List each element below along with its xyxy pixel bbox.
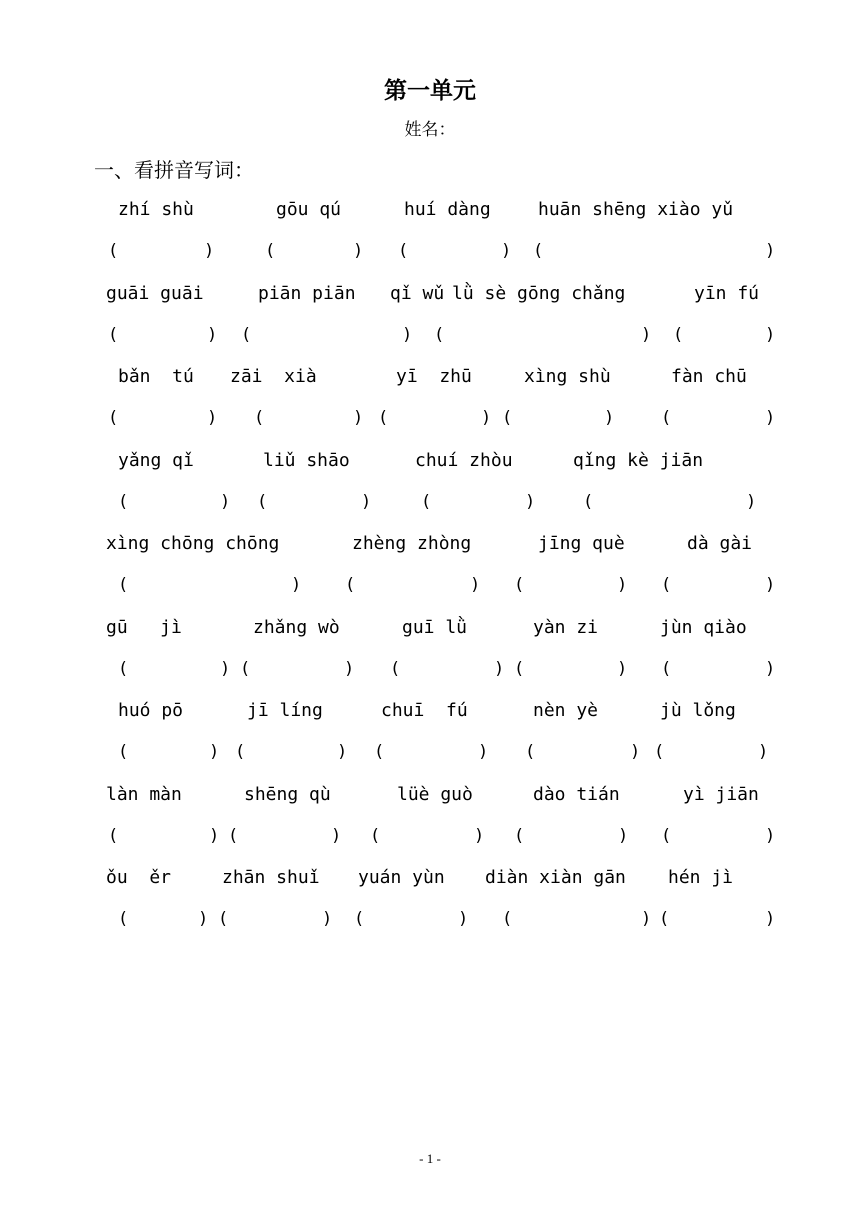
open-bracket: (: [583, 492, 594, 512]
answer-blank[interactable]: [526, 571, 615, 597]
close-bracket: ): [458, 909, 469, 929]
answer-blank[interactable]: [252, 655, 342, 681]
close-bracket: ): [361, 492, 372, 512]
answer-blank[interactable]: [526, 655, 615, 681]
close-bracket: ): [353, 408, 364, 428]
open-bracket: (: [661, 575, 672, 595]
answer-blank[interactable]: [357, 571, 468, 597]
pinyin-word: piān piān: [258, 283, 356, 304]
open-bracket: (: [265, 241, 276, 261]
answer-row: [0, 738, 860, 766]
pinyin-word: hén jì: [668, 867, 734, 888]
answer-blank[interactable]: [673, 571, 763, 597]
answer-blank[interactable]: [120, 404, 205, 430]
pinyin-word: huān shēng xiào yǔ: [538, 199, 734, 220]
open-bracket: (: [659, 909, 670, 929]
answer-blank[interactable]: [266, 404, 351, 430]
close-bracket: ): [209, 826, 220, 846]
close-bracket: ): [617, 659, 628, 679]
section-heading: 一、看拼音写词：: [94, 158, 254, 182]
close-bracket: ): [630, 742, 641, 762]
open-bracket: (: [108, 826, 119, 846]
answer-blank[interactable]: [410, 237, 499, 263]
open-bracket: (: [118, 492, 129, 512]
pinyin-row: [0, 781, 860, 809]
answer-blank[interactable]: [130, 905, 196, 931]
close-bracket: ): [501, 241, 512, 261]
close-bracket: ): [220, 659, 231, 679]
open-bracket: (: [661, 659, 672, 679]
pinyin-word: nèn yè: [533, 700, 599, 721]
answer-blank[interactable]: [120, 822, 207, 848]
answer-blank[interactable]: [269, 488, 359, 514]
open-bracket: (: [533, 241, 544, 261]
answer-blank[interactable]: [526, 822, 616, 848]
pinyin-word: làn màn: [106, 784, 182, 805]
answer-blank[interactable]: [247, 738, 335, 764]
close-bracket: ): [337, 742, 348, 762]
close-bracket: ): [641, 909, 652, 929]
answer-blank[interactable]: [382, 822, 472, 848]
open-bracket: (: [118, 659, 129, 679]
answer-blank[interactable]: [537, 738, 628, 764]
open-bracket: (: [525, 742, 536, 762]
open-bracket: (: [235, 742, 246, 762]
answer-row: [0, 905, 860, 933]
open-bracket: (: [118, 742, 129, 762]
close-bracket: ): [758, 742, 769, 762]
open-bracket: (: [514, 826, 525, 846]
pinyin-word: guāi guāi: [106, 283, 204, 304]
answer-blank[interactable]: [446, 321, 639, 347]
answer-blank[interactable]: [386, 738, 476, 764]
open-bracket: (: [434, 325, 445, 345]
answer-blank[interactable]: [433, 488, 523, 514]
close-bracket: ): [746, 492, 757, 512]
pinyin-row: [0, 447, 860, 475]
answer-blank[interactable]: [666, 738, 756, 764]
pinyin-row: [0, 697, 860, 725]
open-bracket: (: [673, 325, 684, 345]
open-bracket: (: [374, 742, 385, 762]
open-bracket: (: [118, 909, 129, 929]
close-bracket: ): [765, 575, 776, 595]
open-bracket: (: [108, 241, 119, 261]
pinyin-word: jīng què: [538, 533, 625, 554]
open-bracket: (: [228, 826, 239, 846]
pinyin-word: shēng qù: [244, 784, 331, 805]
pinyin-word: lǜ sè gōng chǎng: [452, 283, 626, 304]
answer-blank[interactable]: [595, 488, 744, 514]
close-bracket: ): [470, 575, 481, 595]
pinyin-word: yīn fú: [694, 283, 760, 304]
answer-row: [0, 655, 860, 683]
pinyin-word: xìng shù: [524, 366, 611, 387]
open-bracket: (: [421, 492, 432, 512]
open-bracket: (: [661, 408, 672, 428]
answer-blank[interactable]: [390, 404, 479, 430]
close-bracket: ): [765, 325, 776, 345]
open-bracket: (: [661, 826, 672, 846]
answer-blank[interactable]: [673, 655, 763, 681]
close-bracket: ): [617, 575, 628, 595]
answer-blank[interactable]: [130, 488, 218, 514]
pinyin-word: dào tián: [533, 784, 620, 805]
close-bracket: ): [204, 241, 215, 261]
close-bracket: ): [322, 909, 333, 929]
name-label: 姓名：: [404, 120, 456, 140]
open-bracket: (: [378, 408, 389, 428]
answer-blank[interactable]: [673, 822, 763, 848]
close-bracket: ): [209, 742, 220, 762]
answer-blank[interactable]: [120, 237, 202, 263]
answer-row: [0, 571, 860, 599]
close-bracket: ): [474, 826, 485, 846]
open-bracket: (: [390, 659, 401, 679]
close-bracket: ): [765, 241, 776, 261]
pinyin-word: gōu qú: [276, 199, 342, 220]
pinyin-word: chuī fú: [381, 700, 468, 721]
open-bracket: (: [118, 575, 129, 595]
answer-blank[interactable]: [277, 237, 351, 263]
answer-blank[interactable]: [130, 655, 218, 681]
pinyin-word: gū jì: [106, 617, 182, 638]
pinyin-word: guī lǜ: [402, 617, 468, 638]
pinyin-row: [0, 363, 860, 391]
page-title: 第一单元: [384, 77, 476, 104]
pinyin-word: lüè guò: [397, 784, 473, 805]
close-bracket: ): [641, 325, 652, 345]
answer-blank[interactable]: [120, 321, 205, 347]
open-bracket: (: [108, 408, 119, 428]
pinyin-word: yàn zi: [533, 617, 599, 638]
answer-blank[interactable]: [671, 905, 763, 931]
close-bracket: ): [604, 408, 615, 428]
close-bracket: ): [207, 408, 218, 428]
pinyin-word: yuán yùn: [358, 867, 445, 888]
pinyin-word: zhǎng wò: [253, 617, 340, 638]
close-bracket: ): [331, 826, 342, 846]
pinyin-word: huó pō: [118, 700, 184, 721]
answer-blank[interactable]: [514, 404, 602, 430]
answer-row: [0, 488, 860, 516]
open-bracket: (: [218, 909, 229, 929]
open-bracket: (: [370, 826, 381, 846]
open-bracket: (: [502, 909, 513, 929]
close-bracket: ): [344, 659, 355, 679]
pinyin-word: dà gài: [687, 533, 753, 554]
close-bracket: ): [291, 575, 302, 595]
answer-blank[interactable]: [253, 321, 400, 347]
answer-blank[interactable]: [130, 571, 289, 597]
pinyin-word: jùn qiào: [660, 617, 747, 638]
close-bracket: ): [765, 659, 776, 679]
open-bracket: (: [257, 492, 268, 512]
answer-row: [0, 237, 860, 265]
pinyin-word: yǎng qǐ: [118, 450, 194, 471]
pinyin-word: zhān shuǐ: [222, 867, 320, 888]
pinyin-word: yì jiān: [683, 784, 759, 805]
close-bracket: ): [220, 492, 231, 512]
open-bracket: (: [108, 325, 119, 345]
pinyin-word: ǒu ěr: [106, 867, 172, 888]
open-bracket: (: [398, 241, 409, 261]
pinyin-row: [0, 280, 860, 308]
answer-blank[interactable]: [545, 237, 763, 263]
answer-blank[interactable]: [514, 905, 639, 931]
open-bracket: (: [514, 659, 525, 679]
pinyin-word: zāi xià: [230, 366, 317, 387]
pinyin-word: diàn xiàn gān: [485, 867, 626, 888]
answer-blank[interactable]: [240, 822, 329, 848]
open-bracket: (: [514, 575, 525, 595]
close-bracket: ): [494, 659, 505, 679]
answer-row: [0, 822, 860, 850]
close-bracket: ): [765, 408, 776, 428]
pinyin-word: xìng chōng chōng: [106, 533, 280, 554]
open-bracket: (: [240, 659, 251, 679]
pinyin-word: zhí shù: [118, 199, 194, 220]
open-bracket: (: [345, 575, 356, 595]
pinyin-word: zhèng zhòng: [352, 533, 472, 554]
pinyin-word: fàn chū: [671, 366, 747, 387]
answer-blank[interactable]: [673, 404, 763, 430]
pinyin-word: huí dàng: [404, 199, 491, 220]
pinyin-word: jù lǒng: [660, 700, 736, 721]
pinyin-row: [0, 864, 860, 892]
pinyin-row: [0, 196, 860, 224]
pinyin-word: liǔ shāo: [263, 450, 350, 471]
open-bracket: (: [241, 325, 252, 345]
close-bracket: ): [198, 909, 209, 929]
close-bracket: ): [765, 909, 776, 929]
answer-blank[interactable]: [366, 905, 456, 931]
open-bracket: (: [502, 408, 513, 428]
answer-row: [0, 321, 860, 349]
pinyin-row: [0, 530, 860, 558]
close-bracket: ): [402, 325, 413, 345]
answer-blank[interactable]: [130, 738, 207, 764]
close-bracket: ): [478, 742, 489, 762]
pinyin-word: bǎn tú: [118, 366, 194, 387]
pinyin-word: chuí zhòu: [415, 450, 513, 471]
close-bracket: ): [765, 826, 776, 846]
close-bracket: ): [525, 492, 536, 512]
open-bracket: (: [354, 909, 365, 929]
answer-row: [0, 404, 860, 432]
pinyin-word: qǐ wǔ: [390, 283, 445, 304]
pinyin-word: yī zhū: [396, 366, 472, 387]
close-bracket: ): [207, 325, 218, 345]
answer-blank[interactable]: [685, 321, 763, 347]
answer-blank[interactable]: [402, 655, 492, 681]
close-bracket: ): [353, 241, 364, 261]
pinyin-row: [0, 614, 860, 642]
answer-blank[interactable]: [230, 905, 320, 931]
pinyin-word: jī líng: [247, 700, 323, 721]
close-bracket: ): [481, 408, 492, 428]
pinyin-word: qǐng kè jiān: [573, 450, 704, 471]
close-bracket: ): [618, 826, 629, 846]
open-bracket: (: [254, 408, 265, 428]
page-number: - 1 -: [419, 1151, 441, 1166]
open-bracket: (: [654, 742, 665, 762]
